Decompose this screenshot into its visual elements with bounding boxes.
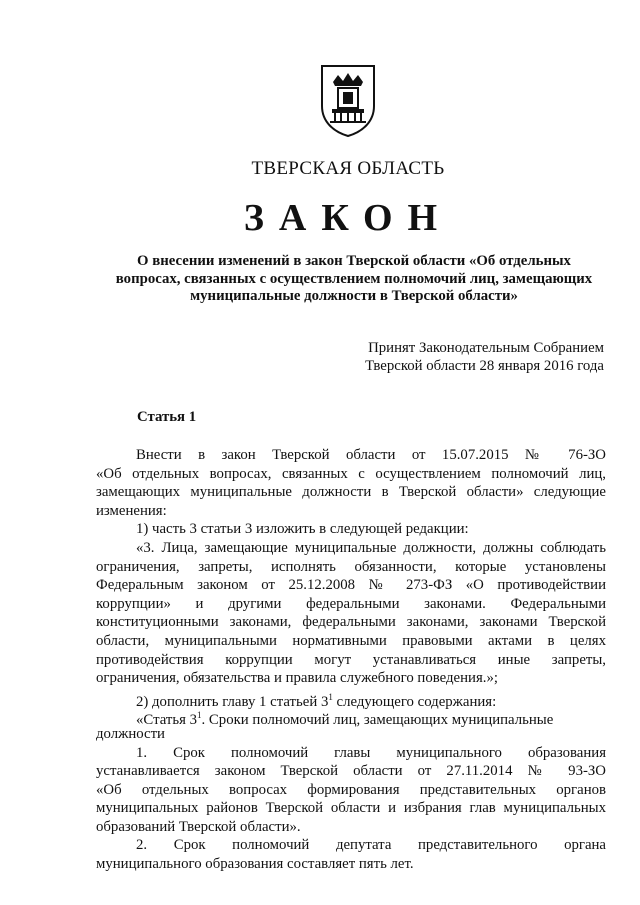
law-title-line: вопросах, связанных с осуществлением полномочий лиц, замещающих	[115, 270, 593, 287]
body-line: «Об отдельных вопросах, связанных с осуществлением полномочий лиц,	[96, 465, 606, 482]
body-line: замещающих муниципальные должности в Тверской области» следующие	[96, 484, 606, 501]
body-line: «3. Лица, замещающие муниципальные должности, должны соблюдать	[136, 539, 606, 556]
body-line: ограничения, запреты, исполнять обязанности, которые установлены	[96, 558, 606, 575]
superscript: 1	[328, 691, 333, 702]
article-heading: Статья 1	[137, 409, 197, 425]
law-title-line: муниципальные должности в Тверской области»	[190, 288, 518, 304]
body-text: 2) дополнить главу 1 статьей 3	[136, 693, 329, 710]
body-line: 1) часть 3 статьи 3 изложить в следующей редакции:	[136, 521, 469, 538]
body-text: «Статья 3	[136, 712, 198, 729]
body-line: коррупции» и другими федеральными законами. Федеральными	[96, 595, 606, 612]
body-line	[96, 706, 606, 729]
law-title-line: О внесении изменений в закон Тверской области «Об отдельных	[137, 253, 571, 269]
body-line: муниципальных районов Тверской области и избрания глав муниципальных	[96, 800, 606, 817]
adoption-note-line: Тверской области 28 января 2016 года	[365, 358, 604, 374]
body-line: противодействия коррупции могут устанавливаться иные запреты,	[96, 651, 606, 668]
adoption-note-line: Принят Законодательным Собранием	[368, 340, 604, 356]
coat-of-arms-emblem	[316, 62, 380, 138]
body-line: Федеральным законом от 25.12.2008 № 273-ФЗ «О противодействии	[96, 577, 606, 594]
body-line: должности	[96, 725, 165, 742]
document-type-heading: ЗАКОН	[243, 197, 453, 239]
body-line: образований Тверской области».	[96, 818, 301, 835]
body-line: Внести в закон Тверской области от 15.07.2015 № 76-ЗО	[136, 447, 606, 463]
body-text: следующего содержания:	[332, 693, 497, 710]
superscript: 1	[197, 710, 202, 721]
body-line: устанавливается законом Тверской области от 27.11.2014 № 93-ЗО	[96, 763, 606, 780]
law-title	[96, 253, 612, 306]
body-line: ограничения, обязательства и правила служебного поведения.»;	[96, 670, 498, 687]
body-line: области, муниципальными нормативными правовыми актами в целях	[96, 632, 606, 649]
article-body	[96, 446, 606, 874]
body-line: 1. Срок полномочий главы муниципального образования	[136, 744, 606, 761]
body-line: 2. Срок полномочий депутата представительного органа	[136, 837, 606, 854]
body-line: муниципального образования составляет пять лет.	[96, 856, 414, 873]
body-line: изменения:	[96, 502, 167, 519]
region-heading: ТВЕРСКАЯ ОБЛАСТЬ	[251, 158, 445, 179]
body-line: конституционными законами, федеральными законами, законами Тверской	[96, 614, 606, 631]
body-text: . Сроки полномочий лиц, замещающих муниципальные	[201, 712, 554, 729]
body-line: «Об отдельных вопросах формирования представительных органов	[96, 781, 606, 798]
body-line	[96, 688, 606, 710]
